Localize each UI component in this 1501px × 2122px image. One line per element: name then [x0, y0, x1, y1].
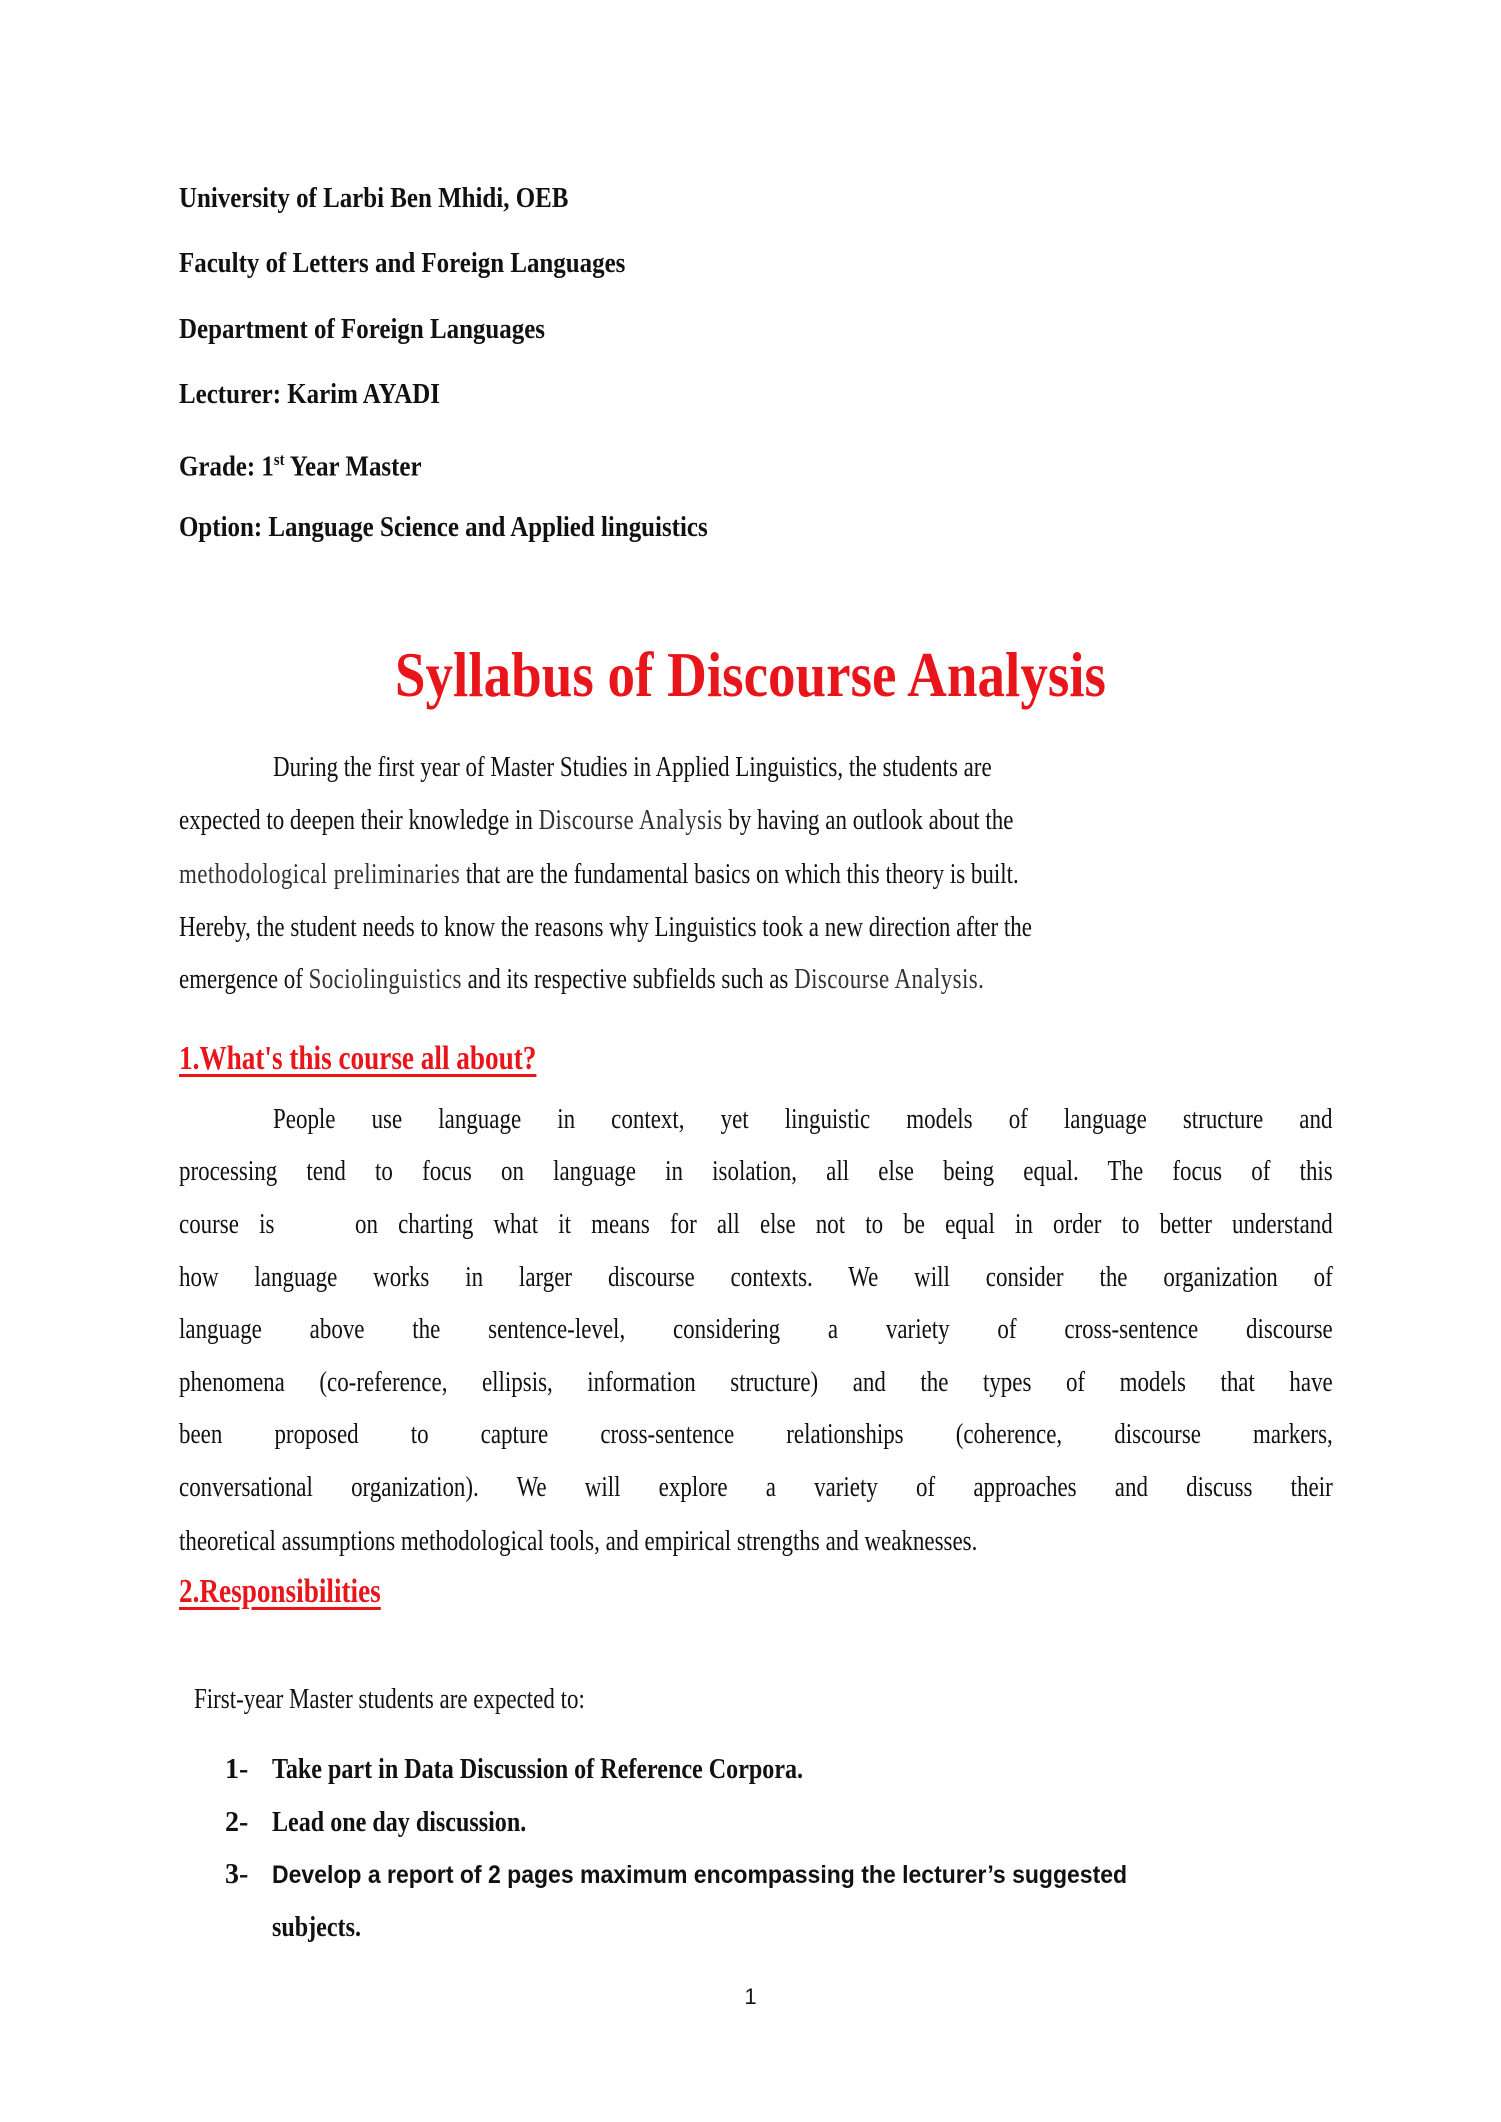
- list-number: 3-: [225, 1859, 249, 1890]
- intro-line: During the first year of Master Studies in Applied Linguistics, the students are: [273, 752, 992, 783]
- intro-line: [179, 858, 1019, 892]
- text: that are the fundamental basics on which this theory is built.: [460, 859, 1019, 890]
- option: Option: Language Science and Applied linguistics: [179, 511, 708, 543]
- section-heading-2: 2.Responsibilities: [179, 1573, 381, 1610]
- text: and its respective subfields such as: [461, 964, 795, 995]
- body-line: phenomena (co-reference, ellipsis, information structure) and the types of models that have: [179, 1367, 1333, 1398]
- list-number: 2-: [225, 1807, 249, 1838]
- lecturer: Lecturer: Karim AYADI: [179, 378, 440, 410]
- list-item: Take part in Data Discussion of Reference Corpora.: [272, 1754, 804, 1785]
- text: emergence of: [179, 964, 309, 995]
- text: expected to deepen their knowledge in: [179, 805, 539, 836]
- page-title-text: Syllabus of Discourse Analysis: [394, 639, 1107, 710]
- body-line: People use language in context, yet linguistic models of language structure and: [273, 1104, 1333, 1135]
- body-line: theoretical assumptions methodological tools, and empirical strengths and weaknesses.: [179, 1526, 978, 1557]
- list-item: Lead one day discussion.: [272, 1807, 527, 1838]
- page-title: [0, 640, 1501, 710]
- emphasis: methodological preliminaries: [179, 859, 461, 890]
- grade-sup: st: [273, 450, 285, 469]
- intro-line: [179, 963, 984, 997]
- body-line: conversational organization). We will explore a variety of approaches and discuss their: [179, 1472, 1333, 1503]
- body-line: how language works in larger discourse contexts. We will consider the organization of: [179, 1262, 1333, 1293]
- grade: [179, 443, 422, 484]
- emphasis: Discourse Analysis: [538, 805, 723, 836]
- university-name: University of Larbi Ben Mhidi, OEB: [179, 182, 569, 214]
- emphasis: Sociolinguistics: [308, 964, 462, 995]
- body-line: processing tend to focus on language in isolation, all else being equal. The focus of this: [179, 1156, 1333, 1187]
- department-name: Department of Foreign Languages: [179, 313, 545, 345]
- intro-line: Hereby, the student needs to know the reasons why Linguistics took a new direction after the: [179, 912, 1032, 943]
- grade-suffix: Year Master: [284, 450, 422, 483]
- emphasis: Discourse Analysis.: [794, 964, 985, 995]
- list-number: 1-: [225, 1754, 249, 1785]
- body-line: course is on charting what it means for all else not to be equal in order to better understand: [179, 1209, 1333, 1240]
- faculty-name: Faculty of Letters and Foreign Languages: [179, 247, 626, 279]
- page-number: 1: [744, 1984, 757, 2009]
- list-item: Develop a report of 2 pages maximum encompassing the lecturer’s suggested: [272, 1861, 1128, 1889]
- section-heading-1: 1.What's this course all about?: [179, 1040, 537, 1077]
- body-line: been proposed to capture cross-sentence relationships (coherence, discourse markers,: [179, 1419, 1333, 1450]
- list-item-continuation: subjects.: [272, 1912, 361, 1943]
- text: by having an outlook about the: [722, 805, 1014, 836]
- responsibilities-intro: First-year Master students are expected to:: [194, 1684, 585, 1715]
- grade-prefix: Grade: 1: [179, 450, 274, 483]
- body-line: language above the sentence-level, considering a variety of cross-sentence discourse: [179, 1314, 1333, 1345]
- intro-line: [179, 804, 1013, 838]
